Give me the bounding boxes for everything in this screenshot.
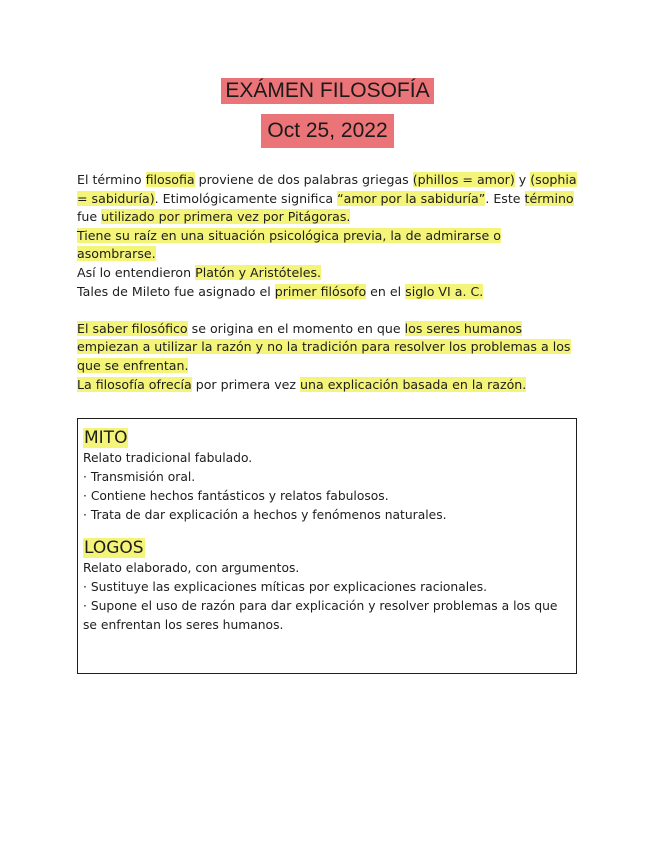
paragraph-offer — [77, 376, 582, 395]
text: en el — [366, 283, 406, 299]
paragraph-etymology — [77, 171, 582, 227]
mito-heading — [83, 427, 571, 449]
highlight: filosofia — [145, 172, 195, 187]
logos-heading-text: LOGOS — [84, 538, 144, 558]
text: . Etimológicamente significa — [154, 190, 338, 206]
mito-heading-text: MITO — [84, 428, 128, 448]
text: Así lo entendieron — [77, 264, 196, 280]
highlight: primer filósofo — [274, 283, 367, 299]
text: se origina en el momento en que — [187, 320, 405, 336]
logos-heading — [83, 537, 571, 559]
mito-line: Relato tradicional fabulado. — [83, 451, 253, 465]
mito-logos-box — [77, 418, 577, 674]
logos-line: · Supone el uso de razón para dar explicación y resolver problemas a los que se enfrentan los seres humanos. — [83, 599, 558, 632]
highlight: El saber filosófico — [77, 320, 188, 336]
spacer — [83, 525, 571, 537]
highlight: (phillos = amor) — [412, 172, 515, 187]
highlight: utilizado por primera vez por Pitágoras. — [101, 209, 351, 225]
paragraph-origin — [77, 320, 582, 376]
logos-line: · Sustituye las explicaciones míticas por explicaciones racionales. — [83, 580, 488, 594]
text: . Este — [485, 190, 525, 206]
title-block — [0, 78, 655, 146]
text: proviene de dos palabras griegas — [194, 172, 413, 187]
highlight: La filosofía ofrecía — [77, 376, 192, 392]
highlight: (sophia = sabiduría) — [77, 172, 577, 206]
text: fue asignado el — [170, 283, 275, 299]
paragraph-tales — [77, 283, 582, 302]
highlight: término — [524, 190, 574, 206]
highlight: siglo VI a. C. — [405, 283, 484, 299]
page-title: EXÁMEN FILOSOFÍA — [221, 78, 433, 104]
mito-line: · Contiene hechos fantásticos y relatos fabulosos. — [83, 489, 389, 503]
page-date: Oct 25, 2022 — [261, 114, 393, 148]
text: fue — [77, 209, 102, 225]
highlight: una explicación basada en la razón. — [300, 376, 527, 392]
text: El término — [77, 172, 146, 187]
highlight: Tiene su raíz en una situación psicológica previa, la de admirarse o asombrarse. — [77, 227, 501, 262]
spacer — [77, 301, 582, 320]
paragraph-plato — [77, 264, 582, 283]
text: y — [514, 172, 531, 187]
highlight: los seres humanos empiezan a utilizar la razón y no la tradición para resolver los problemas a los que se enfrentan. — [77, 320, 571, 373]
highlight: Platón y Aristóteles. — [195, 264, 322, 280]
text: por primera vez — [191, 376, 301, 392]
mito-line: · Transmisión oral. — [83, 470, 196, 484]
intro-text — [77, 171, 582, 394]
mito-line: · Trata de dar explicación a hechos y fenómenos naturales. — [83, 508, 447, 522]
highlight: “amor por la sabiduría” — [337, 190, 486, 206]
logos-line: Relato elaborado, con argumentos. — [83, 561, 300, 575]
text: Tales de Mileto — [77, 283, 171, 299]
paragraph-root — [77, 227, 582, 264]
